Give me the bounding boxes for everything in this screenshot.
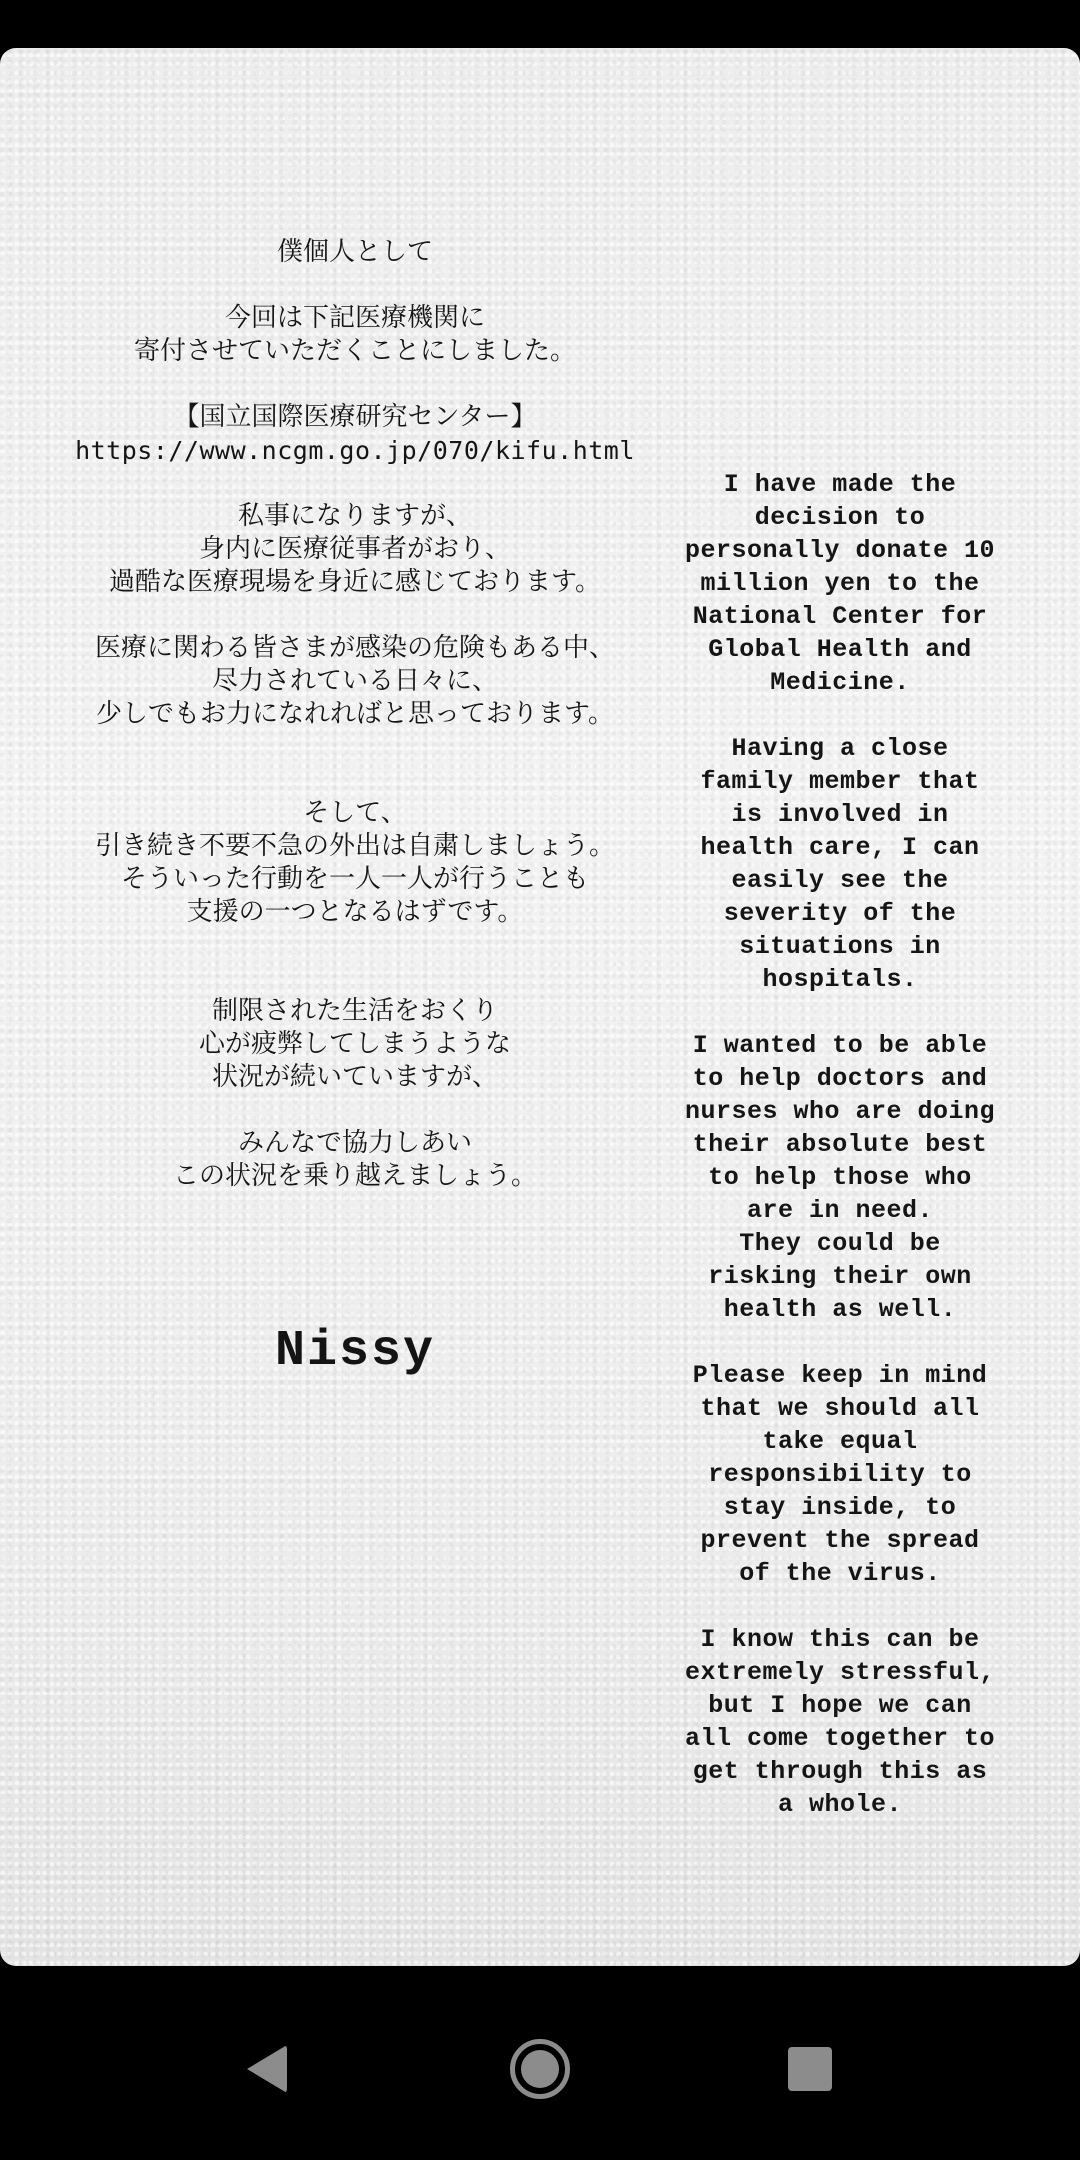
blank-line	[20, 368, 690, 401]
english-text-line: is involved in	[731, 800, 949, 829]
japanese-text-line: この状況を乗り越えましょう。	[172, 1161, 537, 1191]
japanese-text-line: 身内に医療従事者がおり、	[198, 534, 511, 564]
japanese-text-line: 引き続き不要不急の外出は自粛しましょう。	[94, 831, 615, 861]
signature: Nissy	[274, 1323, 436, 1380]
japanese-text-line: 過酷な医療現場を身近に感じております。	[109, 567, 601, 597]
english-text-line: severity of the	[723, 899, 957, 928]
japanese-text-line: 今回は下記医療機関に	[224, 303, 485, 333]
back-icon	[247, 2045, 287, 2093]
recents-icon	[788, 2047, 832, 2091]
japanese-text-line: 医療に関わる皆さまが感染の危険もある中、	[94, 633, 615, 663]
english-text-line: decision to	[754, 503, 926, 532]
blank-line	[20, 467, 690, 500]
japanese-text-line: そして、	[303, 798, 407, 828]
blank-line	[20, 929, 690, 962]
english-text-line: are in need.	[746, 1196, 934, 1225]
blank-line	[660, 699, 1020, 732]
blank-line	[20, 764, 690, 797]
english-text-line: risking their own	[708, 1262, 972, 1291]
english-text-line: Global Health and	[708, 635, 972, 664]
english-text-line: hospitals.	[762, 965, 918, 994]
navigation-bar	[0, 1966, 1080, 2160]
blank-line	[20, 962, 690, 995]
home-icon	[510, 2039, 570, 2099]
japanese-text-line: 制限された生活をおくり	[211, 996, 498, 1026]
english-text-line: take equal	[762, 1427, 918, 1456]
blank-line	[660, 1590, 1020, 1623]
english-text-line: I wanted to be able	[692, 1031, 988, 1060]
japanese-text-line: https://www.ncgm.go.jp/070/kifu.html	[75, 436, 635, 465]
english-text-line: I have made the	[723, 470, 957, 499]
english-text-line: but I hope we can	[708, 1691, 972, 1720]
blank-line	[20, 599, 690, 632]
japanese-text-line: 心が疲弊してしまうような	[198, 1029, 511, 1059]
japanese-text-line: そういった行動を一人一人が行うことも	[120, 864, 589, 894]
japanese-text-line: 支援の一つとなるはずです。	[186, 897, 524, 927]
english-message	[660, 468, 1020, 1821]
english-text-line: National Center for	[692, 602, 988, 631]
blank-line	[660, 996, 1020, 1029]
status-bar	[0, 0, 1080, 48]
blank-line	[20, 269, 690, 302]
english-text-line: nurses who are doing	[684, 1097, 996, 1126]
english-text-line: They could be	[739, 1229, 941, 1258]
english-text-line: situations in	[739, 932, 941, 961]
english-text-line: a whole.	[777, 1790, 903, 1819]
home-button[interactable]	[495, 2024, 585, 2114]
english-text-line: I know this can be	[700, 1625, 980, 1654]
blank-line	[20, 1094, 690, 1127]
english-text-line: Please keep in mind	[692, 1361, 988, 1390]
japanese-text-line: 【国立国際医療研究センター】	[173, 402, 537, 432]
english-text-line: easily see the	[731, 866, 949, 895]
english-text-line: responsibility to	[708, 1460, 972, 1489]
english-text-line: stay inside, to	[723, 1493, 957, 1522]
english-text-line: to help those who	[708, 1163, 972, 1192]
japanese-text-line: 寄付させていただくことにしました。	[133, 336, 576, 366]
japanese-message	[20, 236, 690, 1193]
japanese-text-line: 僕個人として	[276, 237, 433, 267]
english-text-line: all come together to	[684, 1724, 996, 1753]
japanese-text-line: 私事になりますが、	[237, 501, 472, 531]
english-text-line: to help doctors and	[692, 1064, 988, 1093]
english-text-line: million yen to the	[700, 569, 980, 598]
english-text-line: extremely stressful,	[684, 1658, 996, 1687]
english-text-line: health as well.	[723, 1295, 957, 1324]
blank-line	[20, 731, 690, 764]
blank-line	[660, 1326, 1020, 1359]
story-card[interactable]	[0, 48, 1080, 1966]
japanese-text-line: 状況が続いていますが、	[211, 1062, 498, 1092]
english-text-line: Having a close	[731, 734, 949, 763]
english-text-line: get through this as	[692, 1757, 988, 1786]
english-text-line: personally donate 10	[684, 536, 996, 565]
japanese-text-line: みんなで協力しあい	[237, 1128, 472, 1158]
back-button[interactable]	[222, 2024, 312, 2114]
english-text-line: Medicine.	[770, 668, 910, 697]
japanese-text-line: 尽力されている日々に、	[211, 666, 498, 696]
japanese-text-line: 少しでもお力になれればと思っております。	[96, 699, 614, 729]
english-text-line: of the virus.	[739, 1559, 941, 1588]
english-text-line: prevent the spread	[700, 1526, 980, 1555]
english-text-line: their absolute best	[692, 1130, 988, 1159]
english-text-line: family member that	[700, 767, 980, 796]
recents-button[interactable]	[765, 2024, 855, 2114]
english-text-line: health care, I can	[700, 833, 980, 862]
english-text-line: that we should all	[700, 1394, 980, 1423]
